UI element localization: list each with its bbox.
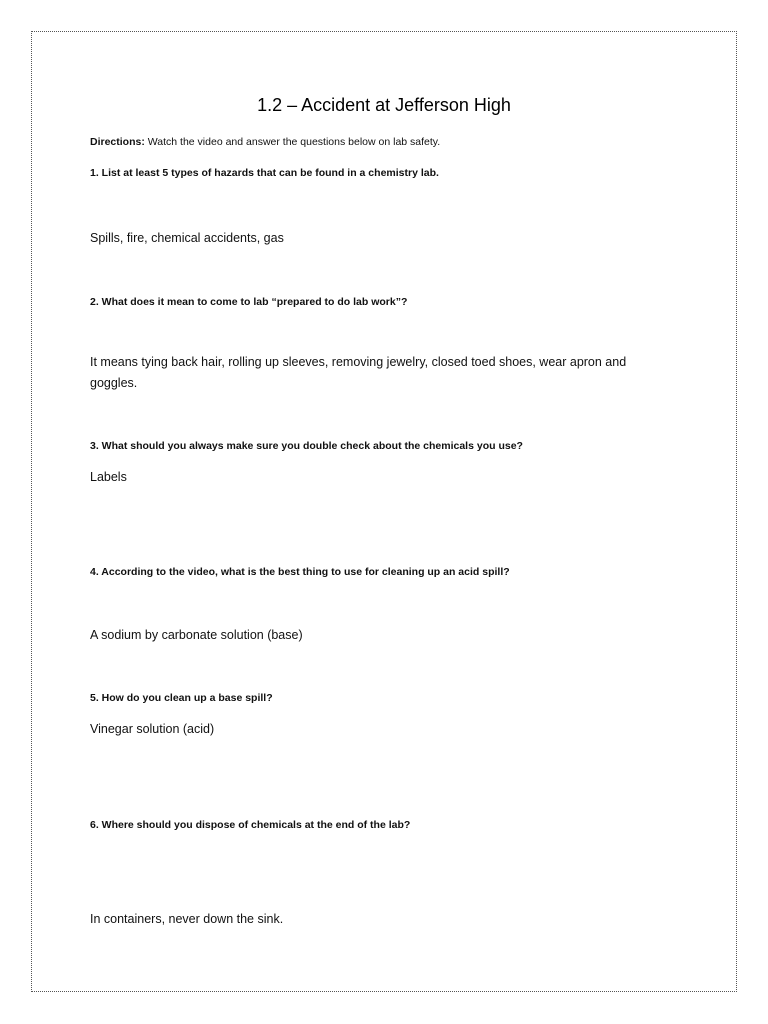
question-1: 1. List at least 5 types of hazards that can be found in a chemistry lab. [90,167,439,179]
directions [90,136,440,148]
answer-6: In containers, never down the sink. [90,912,284,926]
question-3: 3. What should you always make sure you double check about the chemicals you use? [90,440,523,452]
question-5: 5. How do you clean up a base spill? [90,692,273,704]
directions-text: Watch the video and answer the questions below on lab safety. [144,136,441,148]
directions-label: Directions: [90,136,145,148]
answer-5: Vinegar solution (acid) [90,722,215,736]
question-6: 6. Where should you dispose of chemicals at the end of the lab? [90,819,411,831]
question-2: 2. What does it mean to come to lab “prepared to do lab work”? [90,296,408,308]
answer-1: Spills, fire, chemical accidents, gas [90,231,284,245]
answer-4: A sodium by carbonate solution (base) [90,628,303,642]
question-4: 4. According to the video, what is the best thing to use for cleaning up an acid spill? [90,566,510,578]
document-title: 1.2 – Accident at Jefferson High [257,95,511,115]
answer-3: Labels [90,470,127,484]
answer-2: It means tying back hair, rolling up sleeves, removing jewelry, closed toed shoes, wear apron and goggles. [90,355,627,390]
